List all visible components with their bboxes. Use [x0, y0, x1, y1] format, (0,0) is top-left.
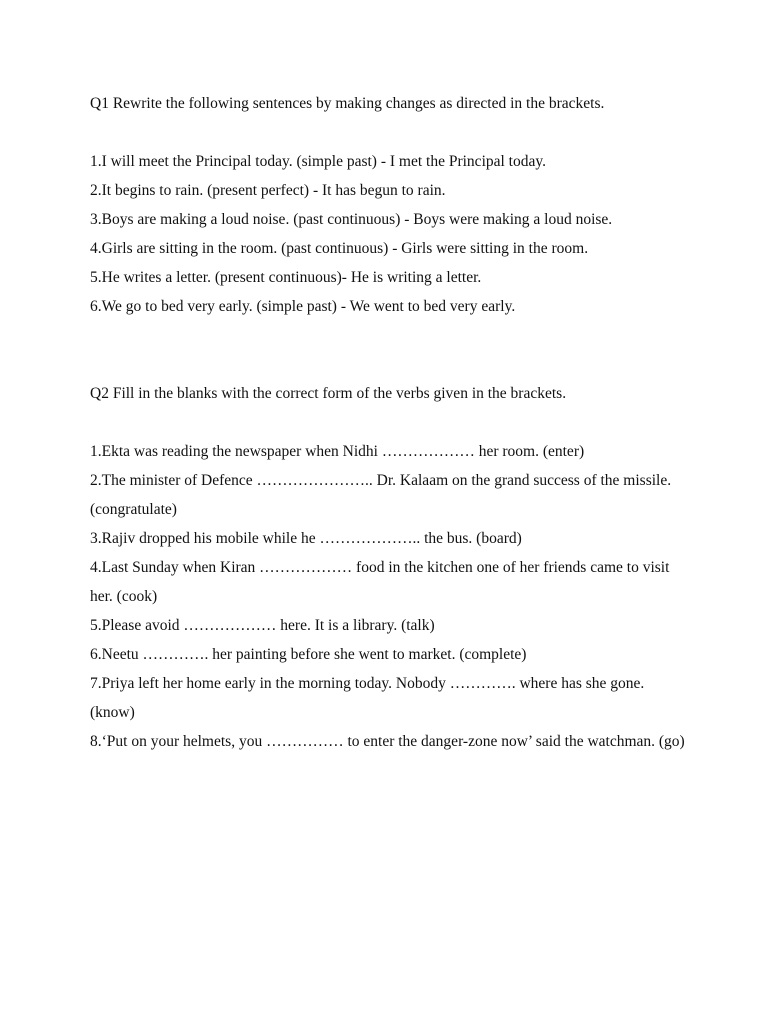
- q2-sentence-list: [90, 437, 690, 756]
- q2-item: 7.Priya left her home early in the morning today. Nobody …………. where has she gone. (know): [90, 675, 645, 721]
- q1-heading: Q1 Rewrite the following sentences by making changes as directed in the brackets.: [90, 95, 605, 112]
- q1-sentence-list: [90, 147, 690, 321]
- q2-item: 6.Neetu …………. her painting before she went to market. (complete): [90, 646, 527, 663]
- q1-item: 5.He writes a letter. (present continuous)- He is writing a letter.: [90, 269, 482, 286]
- q1-item: 1.I will meet the Principal today. (simple past) - I met the Principal today.: [90, 153, 546, 170]
- q2-item: 4.Last Sunday when Kiran ……………… food in the kitchen one of her friends came to visit her. (cook): [90, 559, 670, 605]
- q2-item: 1.Ekta was reading the newspaper when Nidhi ……………… her room. (enter): [90, 443, 585, 460]
- q1-item: 4.Girls are sitting in the room. (past continuous) - Girls were sitting in the room.: [90, 240, 589, 257]
- q2-heading: Q2 Fill in the blanks with the correct form of the verbs given in the brackets.: [90, 385, 567, 402]
- q2-item: 2.The minister of Defence ………………….. Dr. Kalaam on the grand success of the missile. (congratulate): [90, 472, 672, 518]
- q2-item: 8.‘Put on your helmets, you …………… to enter the danger-zone now’ said the watchman. (go): [90, 733, 685, 750]
- q1-item: 3.Boys are making a loud noise. (past continuous) - Boys were making a loud noise.: [90, 211, 613, 228]
- q2-item: 5.Please avoid ……………… here. It is a library. (talk): [90, 617, 435, 634]
- q1-item: 6.We go to bed very early. (simple past) - We went to bed very early.: [90, 298, 516, 315]
- q2-item: 3.Rajiv dropped his mobile while he ……………….. the bus. (board): [90, 530, 522, 547]
- q1-item: 2.It begins to rain. (present perfect) - It has begun to rain.: [90, 182, 446, 199]
